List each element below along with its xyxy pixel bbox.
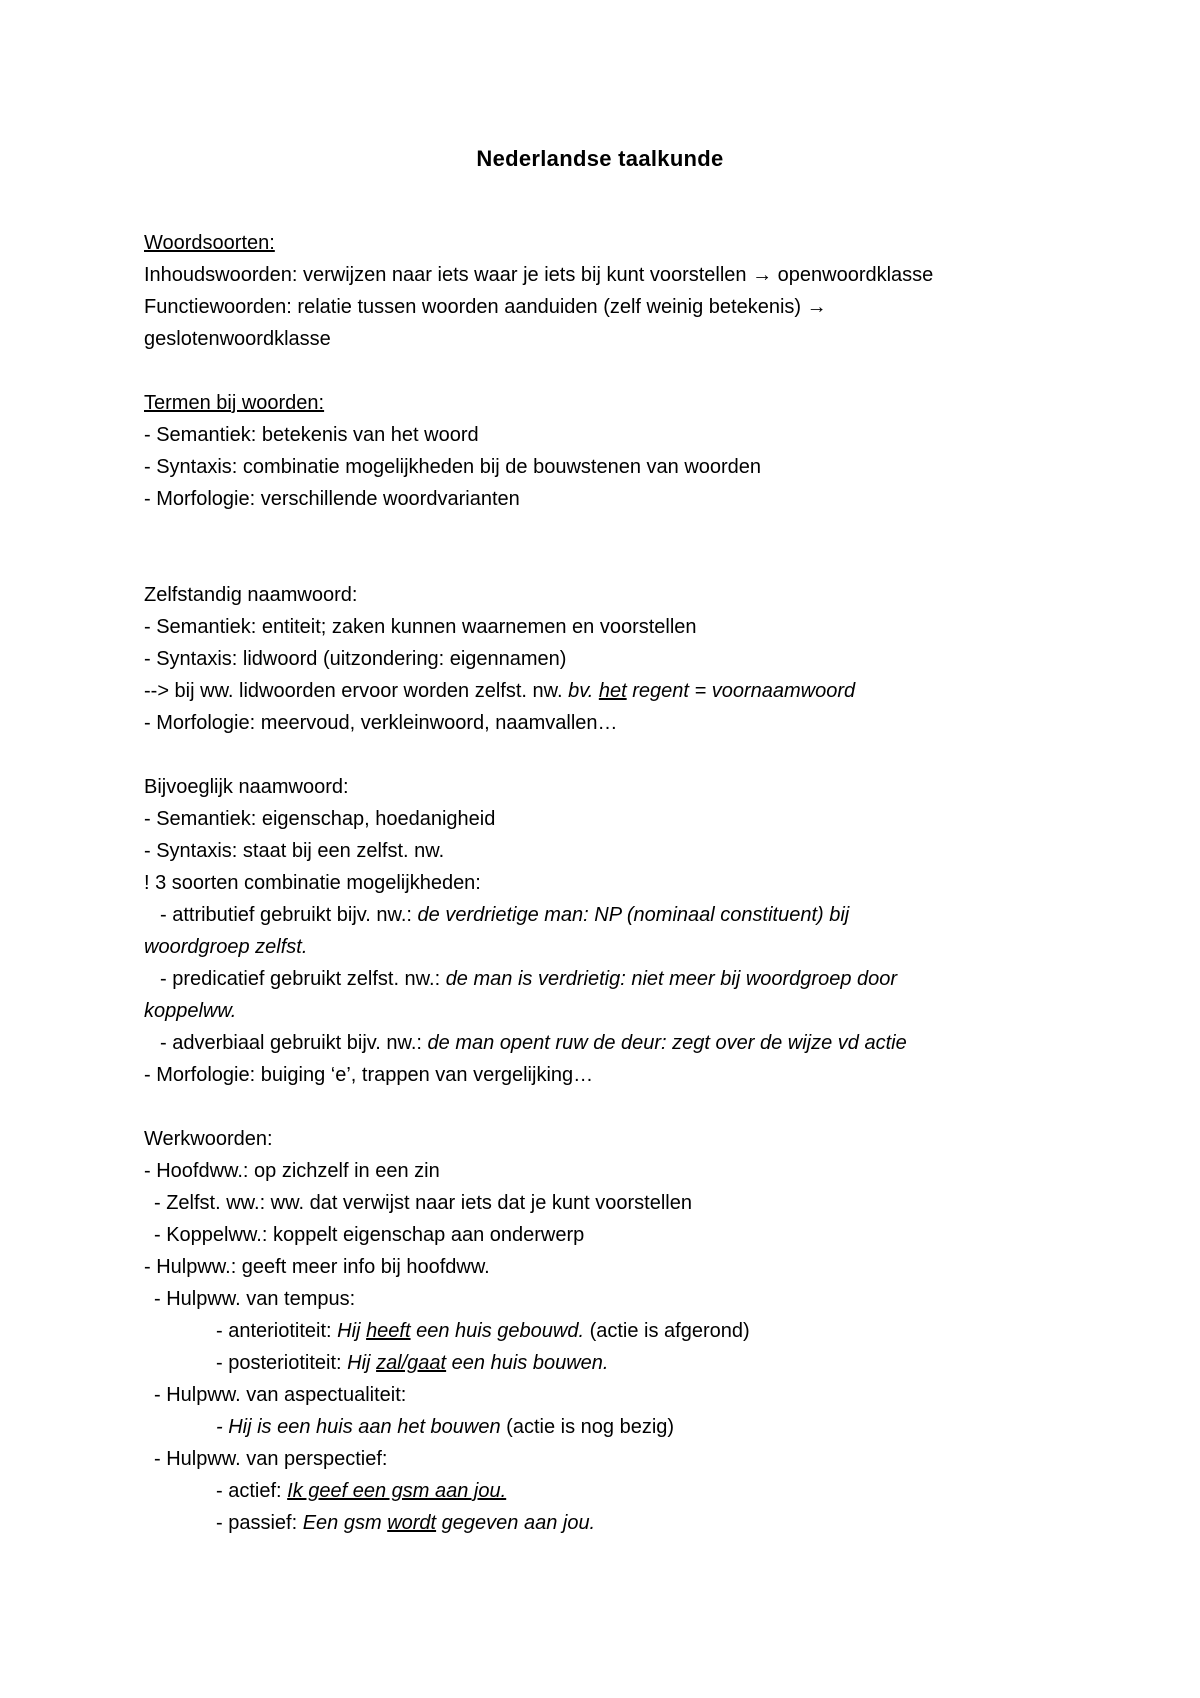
- sub-item: - Koppelww.: koppelt eigenschap aan onderwerp: [154, 1224, 585, 1246]
- sub-sub-item: [144, 1507, 1044, 1539]
- example-underlined: heeft: [366, 1320, 411, 1342]
- note-text: (actie is nog bezig): [500, 1416, 675, 1438]
- list-item: - Hulpww.: geeft meer info bij hoofdww.: [144, 1256, 490, 1278]
- list-item: - Semantiek: betekenis van het woord: [144, 424, 479, 446]
- example-text: de man is verdrietig: niet meer bij woordgroep door: [445, 968, 898, 990]
- section-heading-woordsoorten: Woordsoorten:: [144, 232, 275, 254]
- sub-item: - Hulpww. van aspectualiteit:: [154, 1384, 407, 1406]
- sub-item-label: - actief:: [216, 1480, 288, 1502]
- sub-sub-item: [144, 1347, 1044, 1379]
- text-line: Functiewoorden: relatie tussen woorden aanduiden (zelf weinig betekenis) →: [144, 296, 827, 318]
- sub-item-label: - attributief gebruikt bijv. nw.:: [160, 904, 418, 926]
- section-heading-bijvoeglijk: Bijvoeglijk naamwoord:: [144, 776, 349, 798]
- example-text: gegeven aan jou.: [436, 1512, 596, 1534]
- sub-item: [144, 1027, 1044, 1059]
- example-text: koppelww.: [144, 1000, 237, 1022]
- note-line: [144, 675, 1044, 707]
- note-text: (actie is afgerond): [584, 1320, 750, 1342]
- sub-item: - Hulpww. van perspectief:: [154, 1448, 388, 1470]
- page-title: Nederlandse taalkunde: [476, 146, 724, 171]
- example-text: - Hij is een huis aan het bouwen: [216, 1416, 501, 1438]
- list-item: - Syntaxis: staat bij een zelfst. nw.: [144, 840, 445, 862]
- document-body: [144, 227, 1044, 1539]
- sub-item-label: - predicatief gebruikt zelfst. nw.:: [160, 968, 446, 990]
- list-item: - Morfologie: meervoud, verkleinwoord, naamvallen…: [144, 712, 618, 734]
- example-text: bv.: [568, 680, 599, 702]
- example-text: woordgroep zelfst.: [144, 936, 308, 958]
- sub-item: [144, 963, 1044, 995]
- example-text: Hij: [337, 1320, 367, 1342]
- list-item: - Morfologie: buiging ‘e’, trappen van vergelijking…: [144, 1064, 594, 1086]
- sub-item: - Hulpww. van tempus:: [154, 1288, 356, 1310]
- list-item: - Morfologie: verschillende woordvarianten: [144, 488, 520, 510]
- example-text: Hij: [347, 1352, 377, 1374]
- list-item: - Syntaxis: lidwoord (uitzondering: eigennamen): [144, 648, 567, 670]
- list-item: - Syntaxis: combinatie mogelijkheden bij de bouwstenen van woorden: [144, 456, 762, 478]
- sub-item-label: - passief:: [216, 1512, 303, 1534]
- text-line: geslotenwoordklasse: [144, 328, 331, 350]
- sub-sub-item: [144, 1315, 1044, 1347]
- example-text: de man opent ruw de deur: zegt over de wijze vd actie: [427, 1032, 907, 1054]
- sub-item-label: - adverbiaal gebruikt bijv. nw.:: [160, 1032, 428, 1054]
- example-text: Een gsm: [302, 1512, 388, 1534]
- text-line: Inhoudswoorden: verwijzen naar iets waar je iets bij kunt voorstellen → openwoordklasse: [144, 264, 934, 286]
- example-underlined: Ik geef een gsm aan jou.: [287, 1480, 507, 1502]
- list-item: - Hoofdww.: op zichzelf in een zin: [144, 1160, 440, 1182]
- sub-item: - Zelfst. ww.: ww. dat verwijst naar iets dat je kunt voorstellen: [154, 1192, 692, 1214]
- example-text: een huis gebouwd.: [410, 1320, 585, 1342]
- sub-sub-item: [144, 1475, 1044, 1507]
- sub-item-label: - posteriotiteit:: [216, 1352, 348, 1374]
- example-underlined: het: [598, 680, 627, 702]
- list-item: - Semantiek: eigenschap, hoedanigheid: [144, 808, 496, 830]
- example-underlined: zal/gaat: [376, 1352, 447, 1374]
- sub-sub-item: [144, 1411, 1044, 1443]
- example-underlined: wordt: [387, 1512, 437, 1534]
- section-heading-werkwoorden: Werkwoorden:: [144, 1128, 273, 1150]
- example-text: regent = voornaamwoord: [626, 680, 856, 702]
- section-heading-termen: Termen bij woorden:: [144, 392, 325, 414]
- list-item: - Semantiek: entiteit; zaken kunnen waarnemen en voorstellen: [144, 616, 697, 638]
- sub-item: [144, 899, 1044, 931]
- sub-item-label: - anteriotiteit:: [216, 1320, 338, 1342]
- example-text: de verdrietige man: NP (nominaal constituent) bij: [417, 904, 850, 926]
- list-item: ! 3 soorten combinatie mogelijkheden:: [144, 872, 481, 894]
- section-heading-zelfstandig: Zelfstandig naamwoord:: [144, 584, 358, 606]
- note-text: --> bij ww. lidwoorden ervoor worden zelfst. nw.: [144, 680, 569, 702]
- example-text: een huis bouwen.: [446, 1352, 609, 1374]
